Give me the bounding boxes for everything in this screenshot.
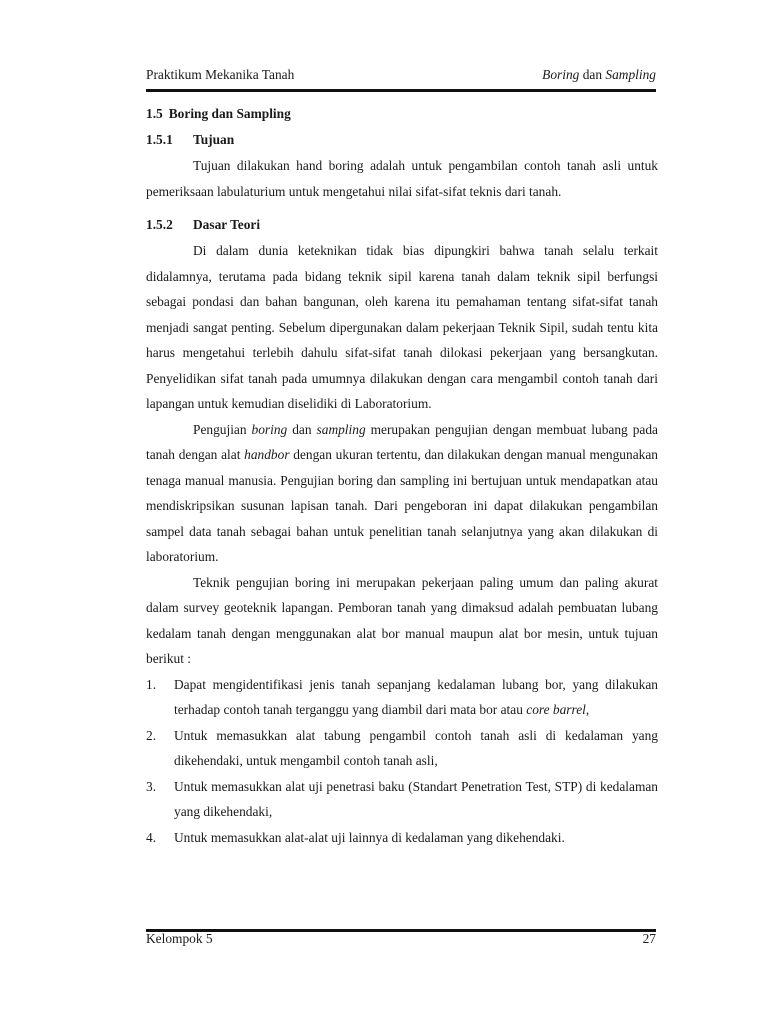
purpose-list [146, 672, 658, 851]
header-section [542, 67, 656, 83]
header-sampling: Sampling [605, 67, 656, 82]
footer-divider [146, 929, 656, 932]
p2-sampling: sampling [316, 421, 366, 437]
p2-text-e: merupakan pengujian dengan membuat lubang pada tanah dengan alat [146, 421, 658, 462]
header-dan: dan [579, 67, 606, 82]
list-item [146, 825, 658, 851]
header-boring: Boring [542, 67, 580, 82]
list-number: 2. [146, 727, 157, 743]
list-number: 4. [146, 829, 157, 845]
subsection-heading-dasar-teori [146, 212, 658, 238]
section-title: Boring dan Sampling [168, 106, 291, 121]
p2-handbor: handbor [244, 447, 290, 462]
list-text: Untuk memasukkan alat-alat uji lainnya di kedalaman yang dikehendaki. [174, 829, 565, 845]
paragraph-2 [146, 417, 658, 570]
list-number: 1. [146, 676, 157, 692]
list-item [146, 723, 658, 774]
header-title: Praktikum Mekanika Tanah [146, 67, 295, 82]
list-item [146, 672, 658, 723]
paragraph-1: Di dalam dunia keteknikan tidak bias dipungkiri bahwa tanah selalu terkait didalamnya, terutama pada bidang teknik sipil karena tanah dalam teknik sipil berfungsi sebagai pondasi dan bahan bangunan, oleh karena itu pemahaman tentang sifat-sifat tanah menjadi sangat penting. Sebelum dipergunakan dalam pekerjaan Teknik Sipil, sudah tentu kita harus mengetahui terlebih dahulu sifat-sifat tanah dilokasi pekerjaan yang bersangkutan. Penyelidikan sifat tanah pada umumnya dilakukan dengan cara mengambil contoh tanah dari lapangan untuk kemudian diselidiki di Laboratorium. [146, 243, 658, 411]
list-item [146, 774, 658, 825]
p2-text-g: dengan ukuran tertentu, dan dilakukan dengan manual mengunakan tenaga manual manusia. Pengujian boring dan sampling ini bertujuan untuk mendapatkan atau mendiskripsikan susunan lapisan tanah. Dari pengeboran ini dapat dilakukan pengambilan sampel data tanah sebagai bahan untuk penelitian tanah selanjutnya yang akan dilakukan di laboratorium. [146, 447, 658, 564]
tujuan-paragraph: Tujuan dilakukan hand boring adalah untuk pengambilan contoh tanah asli untuk pemeriksaan labulaturium untuk mengetahui nilai sifat-sifat teknis dari tanah. [146, 158, 658, 199]
p2-text-a: Pengujian [193, 421, 252, 437]
subsection-title: Dasar Teori [193, 217, 261, 232]
header-divider [146, 89, 656, 92]
paragraph-3: Teknik pengujian boring ini merupakan pekerjaan paling umum dan paling akurat dalam survey geoteknik lapangan. Pemboran tanah yang dimaksud adalah pembuatan lubang kedalam tanah dengan menggunakan alat bor manual maupun alat bor mesin, untuk tujuan berikut : [146, 574, 658, 666]
p2-boring: boring [251, 421, 288, 437]
p2-text-c: dan [287, 421, 317, 437]
section-heading [146, 101, 658, 127]
subsection-title: Tujuan [193, 132, 235, 147]
list-italic: core barrel [526, 702, 586, 717]
list-text: Untuk memasukkan alat uji penetrasi baku (Standart Penetration Test, STP) di kedalaman yang dikehendaki, [174, 778, 658, 819]
section-number: 1.5 [146, 106, 163, 121]
page-content [146, 101, 658, 850]
list-number: 3. [146, 778, 157, 794]
footer-group: Kelompok 5 [146, 931, 213, 946]
list-text: Untuk memasukkan alat tabung pengambil contoh tanah asli di kedalaman yang dikehendaki, untuk mengambil contoh tanah asli, [174, 727, 658, 768]
page-header [146, 67, 656, 89]
list-suffix: , [585, 702, 590, 717]
subsection-number: 1.5.1 [146, 132, 173, 147]
subsection-heading-tujuan [146, 127, 658, 153]
page-number: 27 [642, 931, 656, 946]
list-text: Dapat mengidentifikasi jenis tanah sepanjang kedalaman lubang bor, yang dilakukan terhadap contoh tanah terganggu yang diambil dari mata bor atau [174, 676, 658, 717]
subsection-number: 1.5.2 [146, 217, 173, 232]
